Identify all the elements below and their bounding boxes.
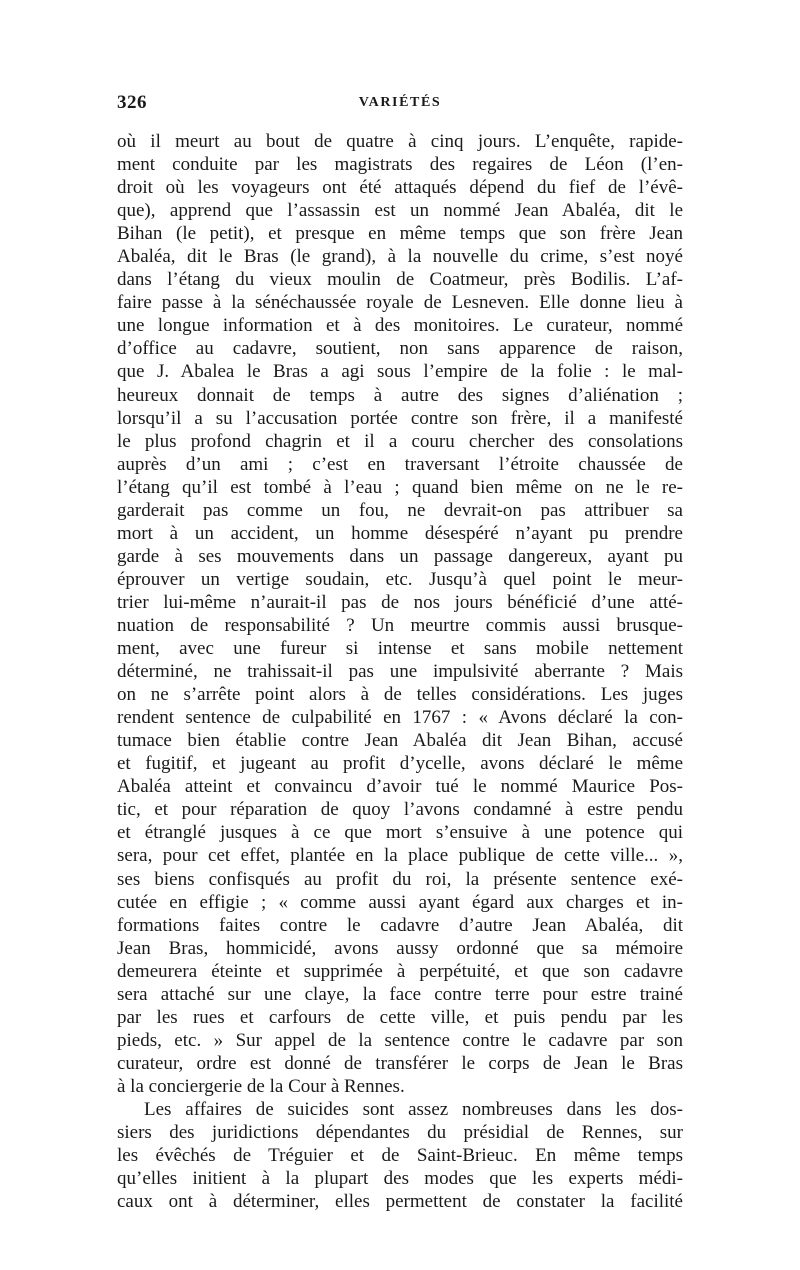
text-line: sera attaché sur une claye, la face contre terre pour estre trainé: [117, 983, 683, 1005]
text-line: Jean Bras, hommicidé, avons aussy ordonné que sa mémoire: [117, 937, 683, 959]
text-line: heureux donnait de temps à autre des signes d’aliénation ;: [117, 384, 683, 406]
text-line: l’étang qu’il est tombé à l’eau ; quand bien même on ne le re-: [117, 476, 683, 498]
text-line: siers des juridictions dépendantes du présidial de Rennes, sur: [117, 1122, 683, 1144]
text-line: formations faites contre le cadavre d’autre Jean Abaléa, dit: [117, 914, 683, 936]
text-line: garderait pas comme un fou, ne devrait-on pas attribuer sa: [117, 499, 683, 521]
text-line: trier lui-même n’aurait-il pas de nos jours bénéficié d’une atté-: [117, 591, 683, 613]
text-line: le plus profond chagrin et il a couru chercher des consolations: [117, 430, 683, 452]
text-line: dans l’étang du vieux moulin de Coatmeur, près Bodilis. L’af-: [117, 269, 683, 291]
text-line: pieds, etc. » Sur appel de la sentence contre le cadavre par son: [117, 1029, 683, 1051]
text-line: qu’elles initient à la plupart des modes que les experts médi-: [117, 1168, 683, 1190]
text-line: rendent sentence de culpabilité en 1767 : « Avons déclaré la con-: [117, 707, 683, 729]
text-line: caux ont à déterminer, elles permettent de constater la facilité: [117, 1191, 683, 1213]
text-line: garde à ses mouvements dans un passage dangereux, ayant pu: [117, 545, 683, 567]
text-line: auprès d’un ami ; c’est en traversant l’étroite chaussée de: [117, 453, 683, 475]
text-line: ment, avec une fureur si intense et sans mobile nettement: [117, 638, 683, 660]
text-line: lorsqu’il a su l’accusation portée contre son frère, il a manifesté: [117, 407, 683, 429]
text-line: Les affaires de suicides sont assez nombreuses dans les dos-: [144, 1098, 683, 1120]
text-line: Abaléa, dit le Bras (le grand), à la nouvelle du crime, s’est noyé: [117, 246, 683, 268]
text-line: mort à un accident, un homme désespéré n’ayant pu prendre: [117, 522, 683, 544]
text-line: d’office au cadavre, soutient, non sans apparence de raison,: [117, 338, 683, 360]
text-line: cutée en effigie ; « comme aussi ayant égard aux charges et in-: [117, 891, 683, 913]
text-line: nuation de responsabilité ? Un meurtre commis aussi brusque-: [117, 614, 683, 636]
text-line: on ne s’arrête point alors à de telles considérations. Les juges: [117, 684, 683, 706]
text-line: à la conciergerie de la Cour à Rennes.: [117, 1075, 405, 1097]
text-line: droit où les voyageurs ont été attaqués dépend du fief de l’évê-: [117, 177, 683, 199]
page-number: 326: [117, 92, 147, 113]
text-line: que J. Abalea le Bras a agi sous l’empire de la folie : le mal-: [117, 361, 683, 383]
text-line: éprouver un vertige soudain, etc. Jusqu’à quel point le meur-: [117, 568, 683, 590]
text-line: ment conduite par les magistrats des regaires de Léon (l’en-: [117, 154, 683, 176]
page-header: [117, 92, 683, 118]
text-line: faire passe à la sénéchaussée royale de Lesneven. Elle donne lieu à: [117, 292, 683, 314]
text-line: tic, et pour réparation de quoy l’avons condamné à estre pendu: [117, 799, 683, 821]
text-line: et étranglé jusques à ce que mort s’ensuive à une potence qui: [117, 822, 683, 844]
running-title: VARIÉTÉS: [358, 95, 442, 110]
text-line: Abaléa atteint et convaincu d’avoir tué le nommé Maurice Pos-: [117, 776, 683, 798]
text-line: une longue information et à des monitoires. Le curateur, nommé: [117, 315, 683, 337]
text-line: où il meurt au bout de quatre à cinq jours. L’enquête, rapide-: [117, 131, 683, 152]
text-line: et fugitif, et jugeant au profit d’ycelle, avons déclaré le même: [117, 753, 683, 775]
text-line: ses biens confisqués au profit du roi, la présente sentence exé-: [117, 868, 683, 890]
text-line: tumace bien établie contre Jean Abaléa dit Jean Bihan, accusé: [117, 730, 683, 752]
text-line: les évêchés de Tréguier et de Saint-Brieuc. En même temps: [117, 1145, 683, 1167]
text-line: demeurera éteinte et supprimée à perpétuité, et que son cadavre: [117, 960, 683, 982]
text-line: déterminé, ne trahissait-il pas une impulsivité aberrante ? Mais: [117, 661, 683, 683]
text-line: que), apprend que l’assassin est un nommé Jean Abaléa, dit le: [117, 200, 683, 222]
text-line: curateur, ordre est donné de transférer le corps de Jean le Bras: [117, 1052, 683, 1074]
text-line: par les rues et carfours de cette ville, et puis pendu par les: [117, 1006, 683, 1028]
text-line: Bihan (le petit), et presque en même temps que son frère Jean: [117, 223, 683, 245]
body-text: [117, 130, 683, 1213]
text-line: sera, pour cet effet, plantée en la place publique de cette ville... »,: [117, 845, 683, 867]
